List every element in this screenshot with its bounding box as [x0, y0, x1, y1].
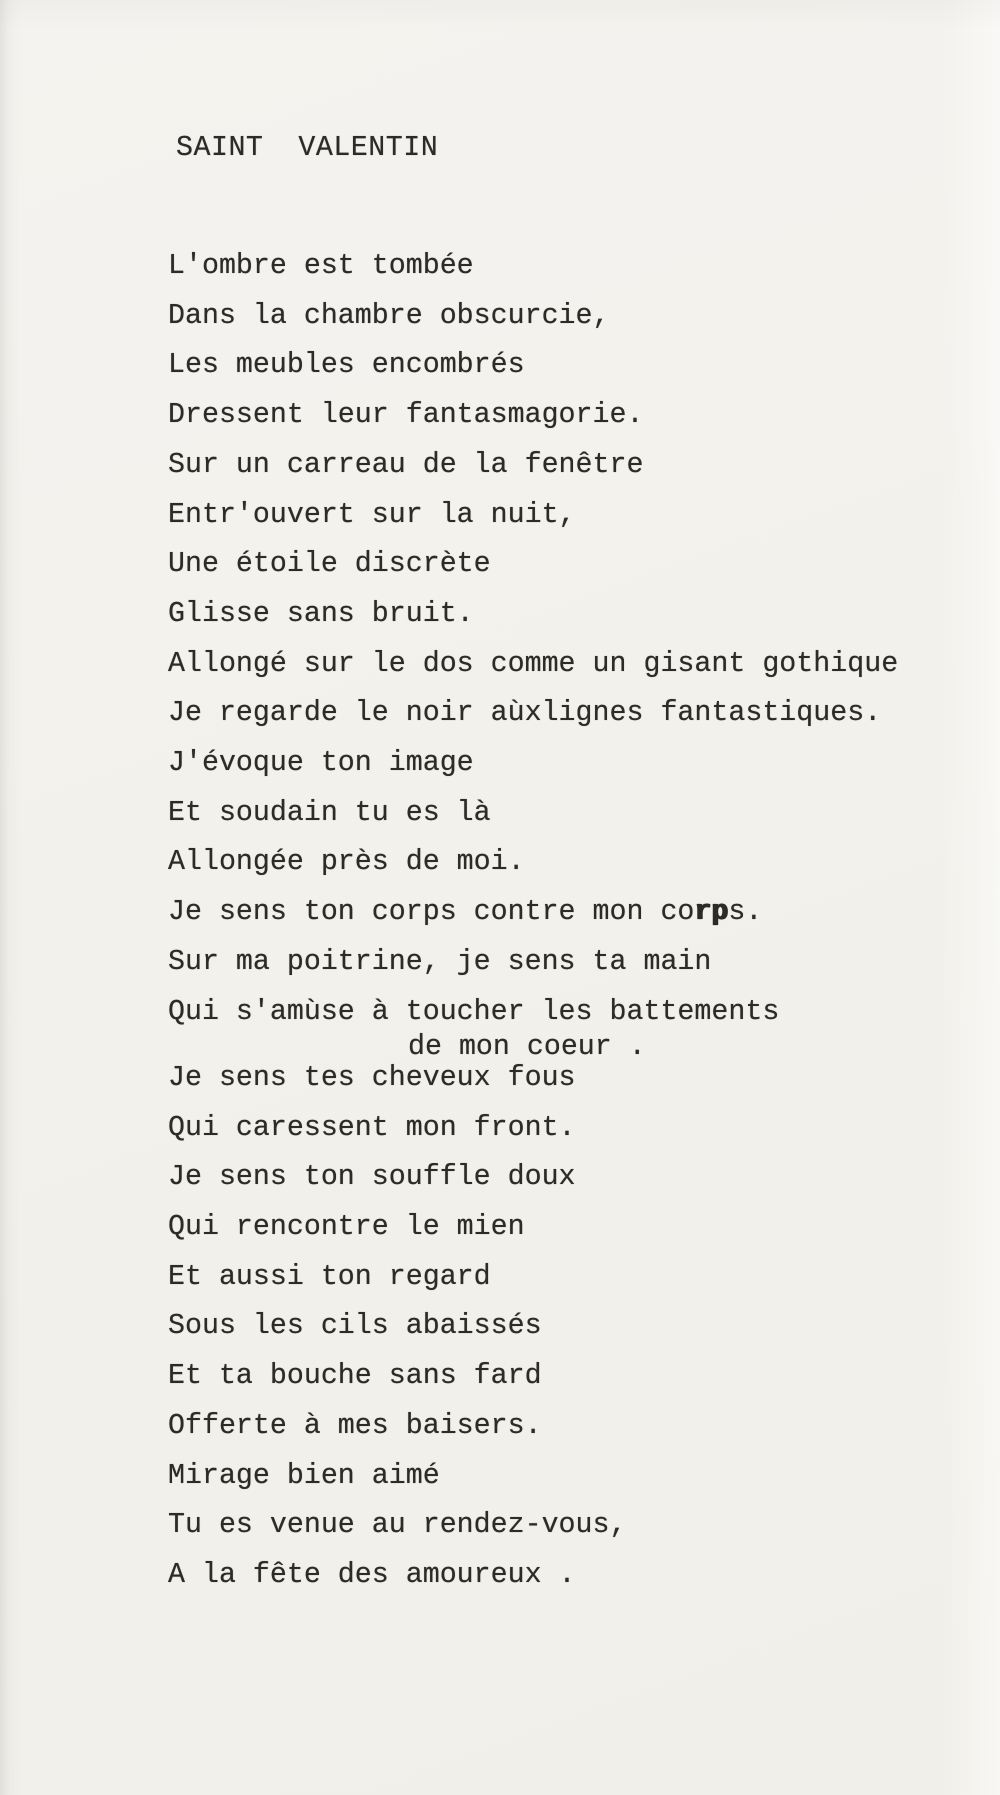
- poem-line: [168, 441, 898, 491]
- poem-line-text: Sur ma poitrine, je sens ta main: [168, 945, 712, 978]
- poem-line: [168, 1253, 898, 1303]
- poem-line-text: Je sens tes cheveux fous: [168, 1061, 576, 1094]
- poem-line: [168, 540, 898, 590]
- poem-line: [168, 1402, 898, 1452]
- poem-line-text: Dans la chambre obscurcie,: [168, 299, 610, 332]
- poem-line: [168, 938, 898, 988]
- poem-title: SAINT VALENTIN: [176, 132, 439, 164]
- poem-line: [168, 242, 898, 292]
- poem-line: [168, 640, 898, 690]
- poem-line: [168, 1104, 898, 1154]
- poem-line: [168, 292, 898, 342]
- poem-line-text: J'évoque ton image: [168, 747, 474, 780]
- poem-line: [168, 491, 898, 541]
- poem-line-text: Allongé sur le dos comme un gisant gothique: [168, 647, 899, 680]
- poem-line: [168, 1352, 898, 1402]
- poem-line-text: Je sens ton corps contre mon co: [168, 896, 695, 929]
- poem-line-text: Glisse sans bruit.: [168, 597, 474, 630]
- poem-line: [168, 1551, 898, 1601]
- poem-line-text: s.: [728, 896, 763, 929]
- poem-line-text: Et aussi ton regard: [168, 1260, 491, 1293]
- poem-line-text: A la fête des amoureux .: [168, 1558, 576, 1591]
- poem-line: [168, 1054, 898, 1104]
- poem-line-text: Qui caressent mon front.: [168, 1111, 576, 1144]
- poem-line-text: Entr'ouvert sur la nuit,: [168, 498, 576, 531]
- poem-line-text: Sur un carreau de la fenêtre: [168, 448, 644, 481]
- poem-lines: [168, 242, 898, 1601]
- poem-line-text: Tu es venue au rendez-vous,: [168, 1509, 627, 1542]
- poem-line-text: Sous les cils abaissés: [168, 1310, 542, 1343]
- poem-line-text: Et ta bouche sans fard: [168, 1360, 542, 1393]
- poem-line-text: Une étoile discrète: [168, 548, 491, 581]
- poem-line-text: Je sens ton souffle doux: [168, 1161, 576, 1194]
- poem-line: [168, 789, 898, 839]
- poem-line: [168, 1302, 898, 1352]
- poem-line-text: de mon coeur .: [408, 1031, 646, 1064]
- poem-line-text: Qui rencontre le mien: [168, 1211, 525, 1244]
- poem-line: [168, 739, 898, 789]
- poem-line-text: L'ombre est tombée: [168, 250, 474, 282]
- poem-line-text: Les meubles encombrés: [168, 349, 525, 382]
- poem-line-text: Offerte à mes baisers.: [168, 1409, 542, 1442]
- poem-line-text: Mirage bien aimé: [168, 1459, 440, 1492]
- poem-line-text: Et soudain tu es là: [168, 796, 491, 829]
- poem-line: [168, 590, 898, 640]
- poem-line-text: Dressent leur fantasmagorie.: [168, 399, 644, 432]
- poem-line: [168, 689, 898, 739]
- poem-line: [168, 1203, 898, 1253]
- poem-line: [168, 391, 898, 441]
- poem-line-text: Allongée près de moi.: [168, 846, 525, 879]
- poem-line: [168, 888, 898, 938]
- poem-line: [168, 1153, 898, 1203]
- poem-line: [168, 1452, 898, 1502]
- overstruck-text: rp: [694, 896, 729, 929]
- poem-line-text: Je regarde le noir aùxlignes fantastiques.: [168, 697, 882, 730]
- poem-line: [168, 1501, 898, 1551]
- poem-line-text: Qui s'amùse à toucher les battements: [168, 995, 780, 1028]
- poem-line: [168, 838, 898, 888]
- poem-line: [168, 341, 898, 391]
